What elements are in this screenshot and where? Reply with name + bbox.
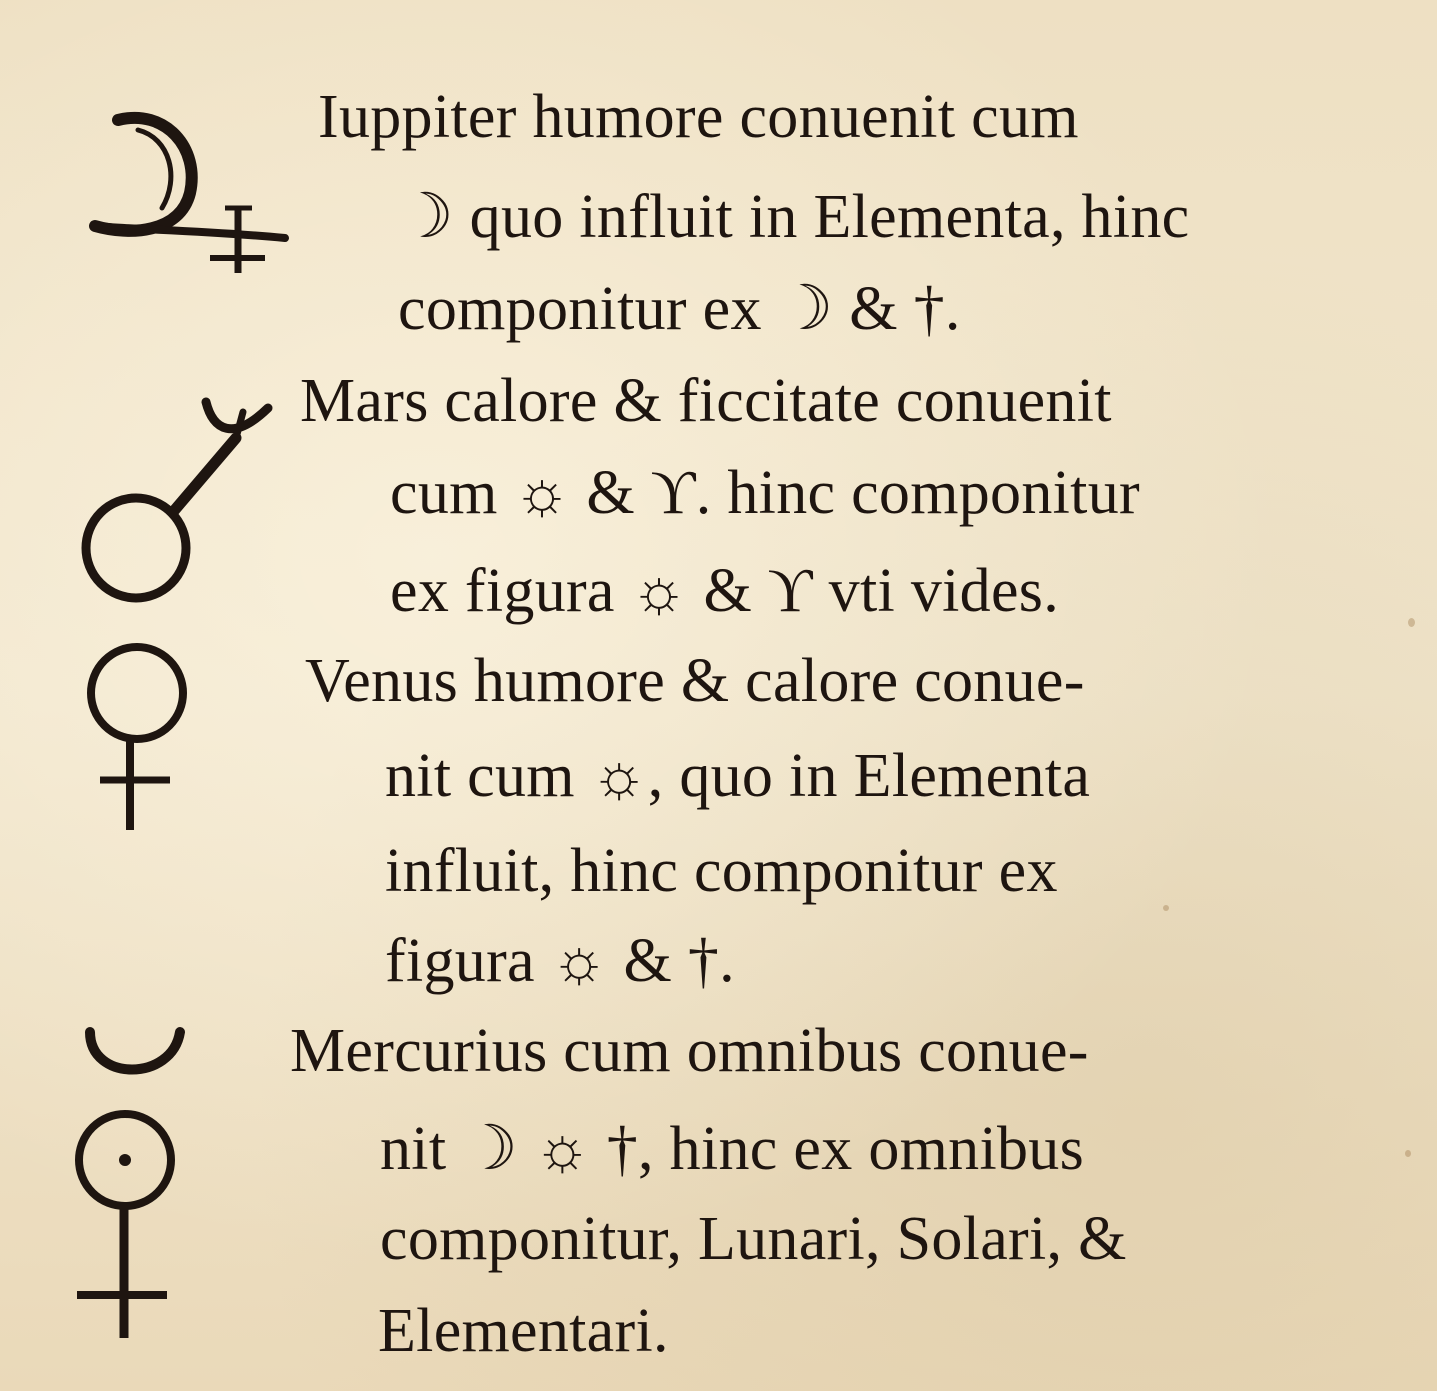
text-line: influit, hinc componitur ex [385, 837, 1058, 905]
text-line: ex figura ☼ & ϒ vti vides. [390, 557, 1060, 625]
text-line: cum ☼ & ϒ. hinc componitur [390, 459, 1140, 527]
text-line: Venus humore & calore conue- [305, 647, 1085, 715]
text-line: ☽ quo influit in Elementa, hinc [398, 183, 1190, 251]
mars-symbol-icon [78, 380, 278, 605]
foxing-spot [1405, 1150, 1411, 1157]
mercury-symbol-icon [72, 1010, 197, 1345]
text-line: nit cum ☼, quo in Elementa [385, 742, 1091, 810]
foxing-spot [1408, 618, 1415, 627]
text-line: componitur, Lunari, Solari, & [380, 1205, 1127, 1273]
text-line: nit ☽ ☼ †, hinc ex omnibus [380, 1115, 1084, 1183]
text-line: Elementari. [378, 1297, 669, 1365]
text-line: figura ☼ & †. [385, 927, 735, 995]
text-line: Iuppiter humore conuenit cum [318, 83, 1079, 151]
text-line: componitur ex ☽ & †. [398, 275, 961, 343]
foxing-spot [1163, 905, 1169, 911]
venus-symbol-icon [80, 638, 200, 838]
text-line: Mars calore & ficcitate conuenit [300, 367, 1112, 435]
jupiter-symbol-icon [80, 108, 290, 283]
text-line: Mercurius cum omnibus conue- [290, 1017, 1089, 1085]
